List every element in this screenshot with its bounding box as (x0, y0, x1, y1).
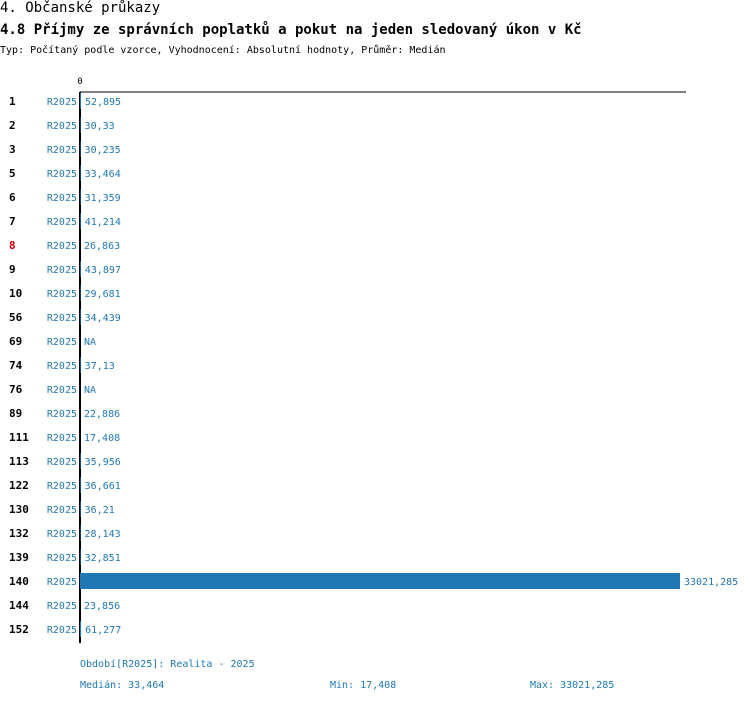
category-label: 130 (9, 503, 29, 516)
category-label: 139 (9, 551, 29, 564)
category-label: 76 (9, 383, 23, 396)
value-label: 22,886 (84, 409, 121, 420)
period-label: R2025 (46, 481, 77, 492)
period-label: R2025 (46, 625, 77, 636)
period-label: R2025 (46, 385, 77, 396)
period-label: R2025 (46, 409, 77, 420)
category-label: 144 (9, 599, 29, 612)
period-label: R2025 (46, 145, 77, 156)
category-label: 7 (9, 215, 16, 228)
bar (80, 285, 81, 301)
value-label: 36,21 (84, 505, 115, 516)
value-label: 32,851 (84, 553, 121, 564)
category-label: 74 (9, 359, 23, 372)
period-label: R2025 (46, 241, 77, 252)
bar (80, 165, 81, 181)
section-title: 4. Občanské průkazy (0, 0, 161, 16)
value-label: 37,13 (84, 361, 115, 372)
value-label: 61,277 (85, 625, 122, 636)
category-label: 5 (9, 167, 16, 180)
value-label: 33021,285 (684, 577, 739, 588)
value-label: 34,439 (84, 313, 121, 324)
period-label: R2025 (46, 265, 77, 276)
period-label: R2025 (46, 553, 77, 564)
bar (80, 477, 81, 493)
bar (80, 261, 81, 277)
value-label: 35,956 (84, 457, 121, 468)
bar (80, 621, 81, 637)
bar (80, 549, 81, 565)
period-label: R2025 (46, 217, 77, 228)
period-label: R2025 (46, 361, 77, 372)
bar (80, 525, 81, 541)
bar (80, 453, 81, 469)
category-label: 152 (9, 623, 29, 636)
value-label: 33,464 (84, 169, 121, 180)
value-label: 28,143 (84, 529, 121, 540)
period-label: R2025 (46, 505, 77, 516)
axis-zero-label: 0 (77, 77, 83, 87)
period-label: R2025 (46, 193, 77, 204)
category-label: 2 (9, 119, 16, 132)
value-label: 43,897 (84, 265, 121, 276)
bar (80, 189, 81, 205)
bar (80, 117, 81, 133)
value-label: 30,235 (84, 145, 121, 156)
category-label: 8 (9, 239, 16, 252)
period-label: R2025 (46, 169, 77, 180)
chart-subtitle: Typ: Počítaný podle vzorce, Vyhodnocení: Absolutní hodnoty, Průměr: Medián (0, 45, 446, 56)
value-label: 52,895 (84, 97, 122, 108)
value-label: 23,856 (84, 601, 121, 612)
category-label: 10 (9, 287, 23, 300)
value-label: NA (84, 337, 97, 348)
footer-max: Max: 33021,285 (530, 680, 615, 691)
value-label: 29,681 (84, 289, 121, 300)
value-label: 30,33 (84, 121, 115, 132)
category-label: 3 (9, 143, 16, 156)
category-label: 113 (9, 455, 29, 468)
period-label: R2025 (46, 289, 77, 300)
value-label: NA (84, 385, 97, 396)
bar (80, 213, 81, 229)
period-label: R2025 (46, 337, 77, 348)
value-label: 36,661 (84, 481, 121, 492)
footer-period: Období[R2025]: Realita - 2025 (80, 659, 255, 670)
category-label: 89 (9, 407, 23, 420)
footer-median: Medián: 33,464 (80, 680, 165, 691)
value-label: 41,214 (84, 217, 121, 228)
bar (80, 573, 680, 589)
bar (80, 141, 81, 157)
category-label: 6 (9, 191, 16, 204)
value-label: 31,359 (84, 193, 121, 204)
bar (80, 357, 81, 373)
period-label: R2025 (46, 601, 77, 612)
category-label: 111 (9, 431, 29, 444)
category-label: 122 (9, 479, 29, 492)
period-label: R2025 (46, 577, 77, 588)
bar (80, 93, 81, 109)
period-label: R2025 (46, 433, 77, 444)
footer-min: Min: 17,408 (330, 680, 397, 691)
bar (80, 501, 81, 517)
period-label: R2025 (46, 457, 77, 468)
category-label: 69 (9, 335, 23, 348)
category-label: 9 (9, 263, 16, 276)
period-label: R2025 (46, 121, 77, 132)
bar (80, 309, 81, 325)
period-label: R2025 (46, 529, 77, 540)
value-label: 17,408 (84, 433, 121, 444)
category-label: 140 (9, 575, 29, 588)
category-label: 132 (9, 527, 29, 540)
category-label: 56 (9, 311, 23, 324)
period-label: R2025 (46, 97, 77, 108)
value-label: 26,863 (84, 241, 121, 252)
period-label: R2025 (46, 313, 77, 324)
chart-title: 4.8 Příjmy ze správních poplatků a pokut na jeden sledovaný úkon v Kč (0, 22, 582, 38)
category-label: 1 (9, 95, 16, 108)
